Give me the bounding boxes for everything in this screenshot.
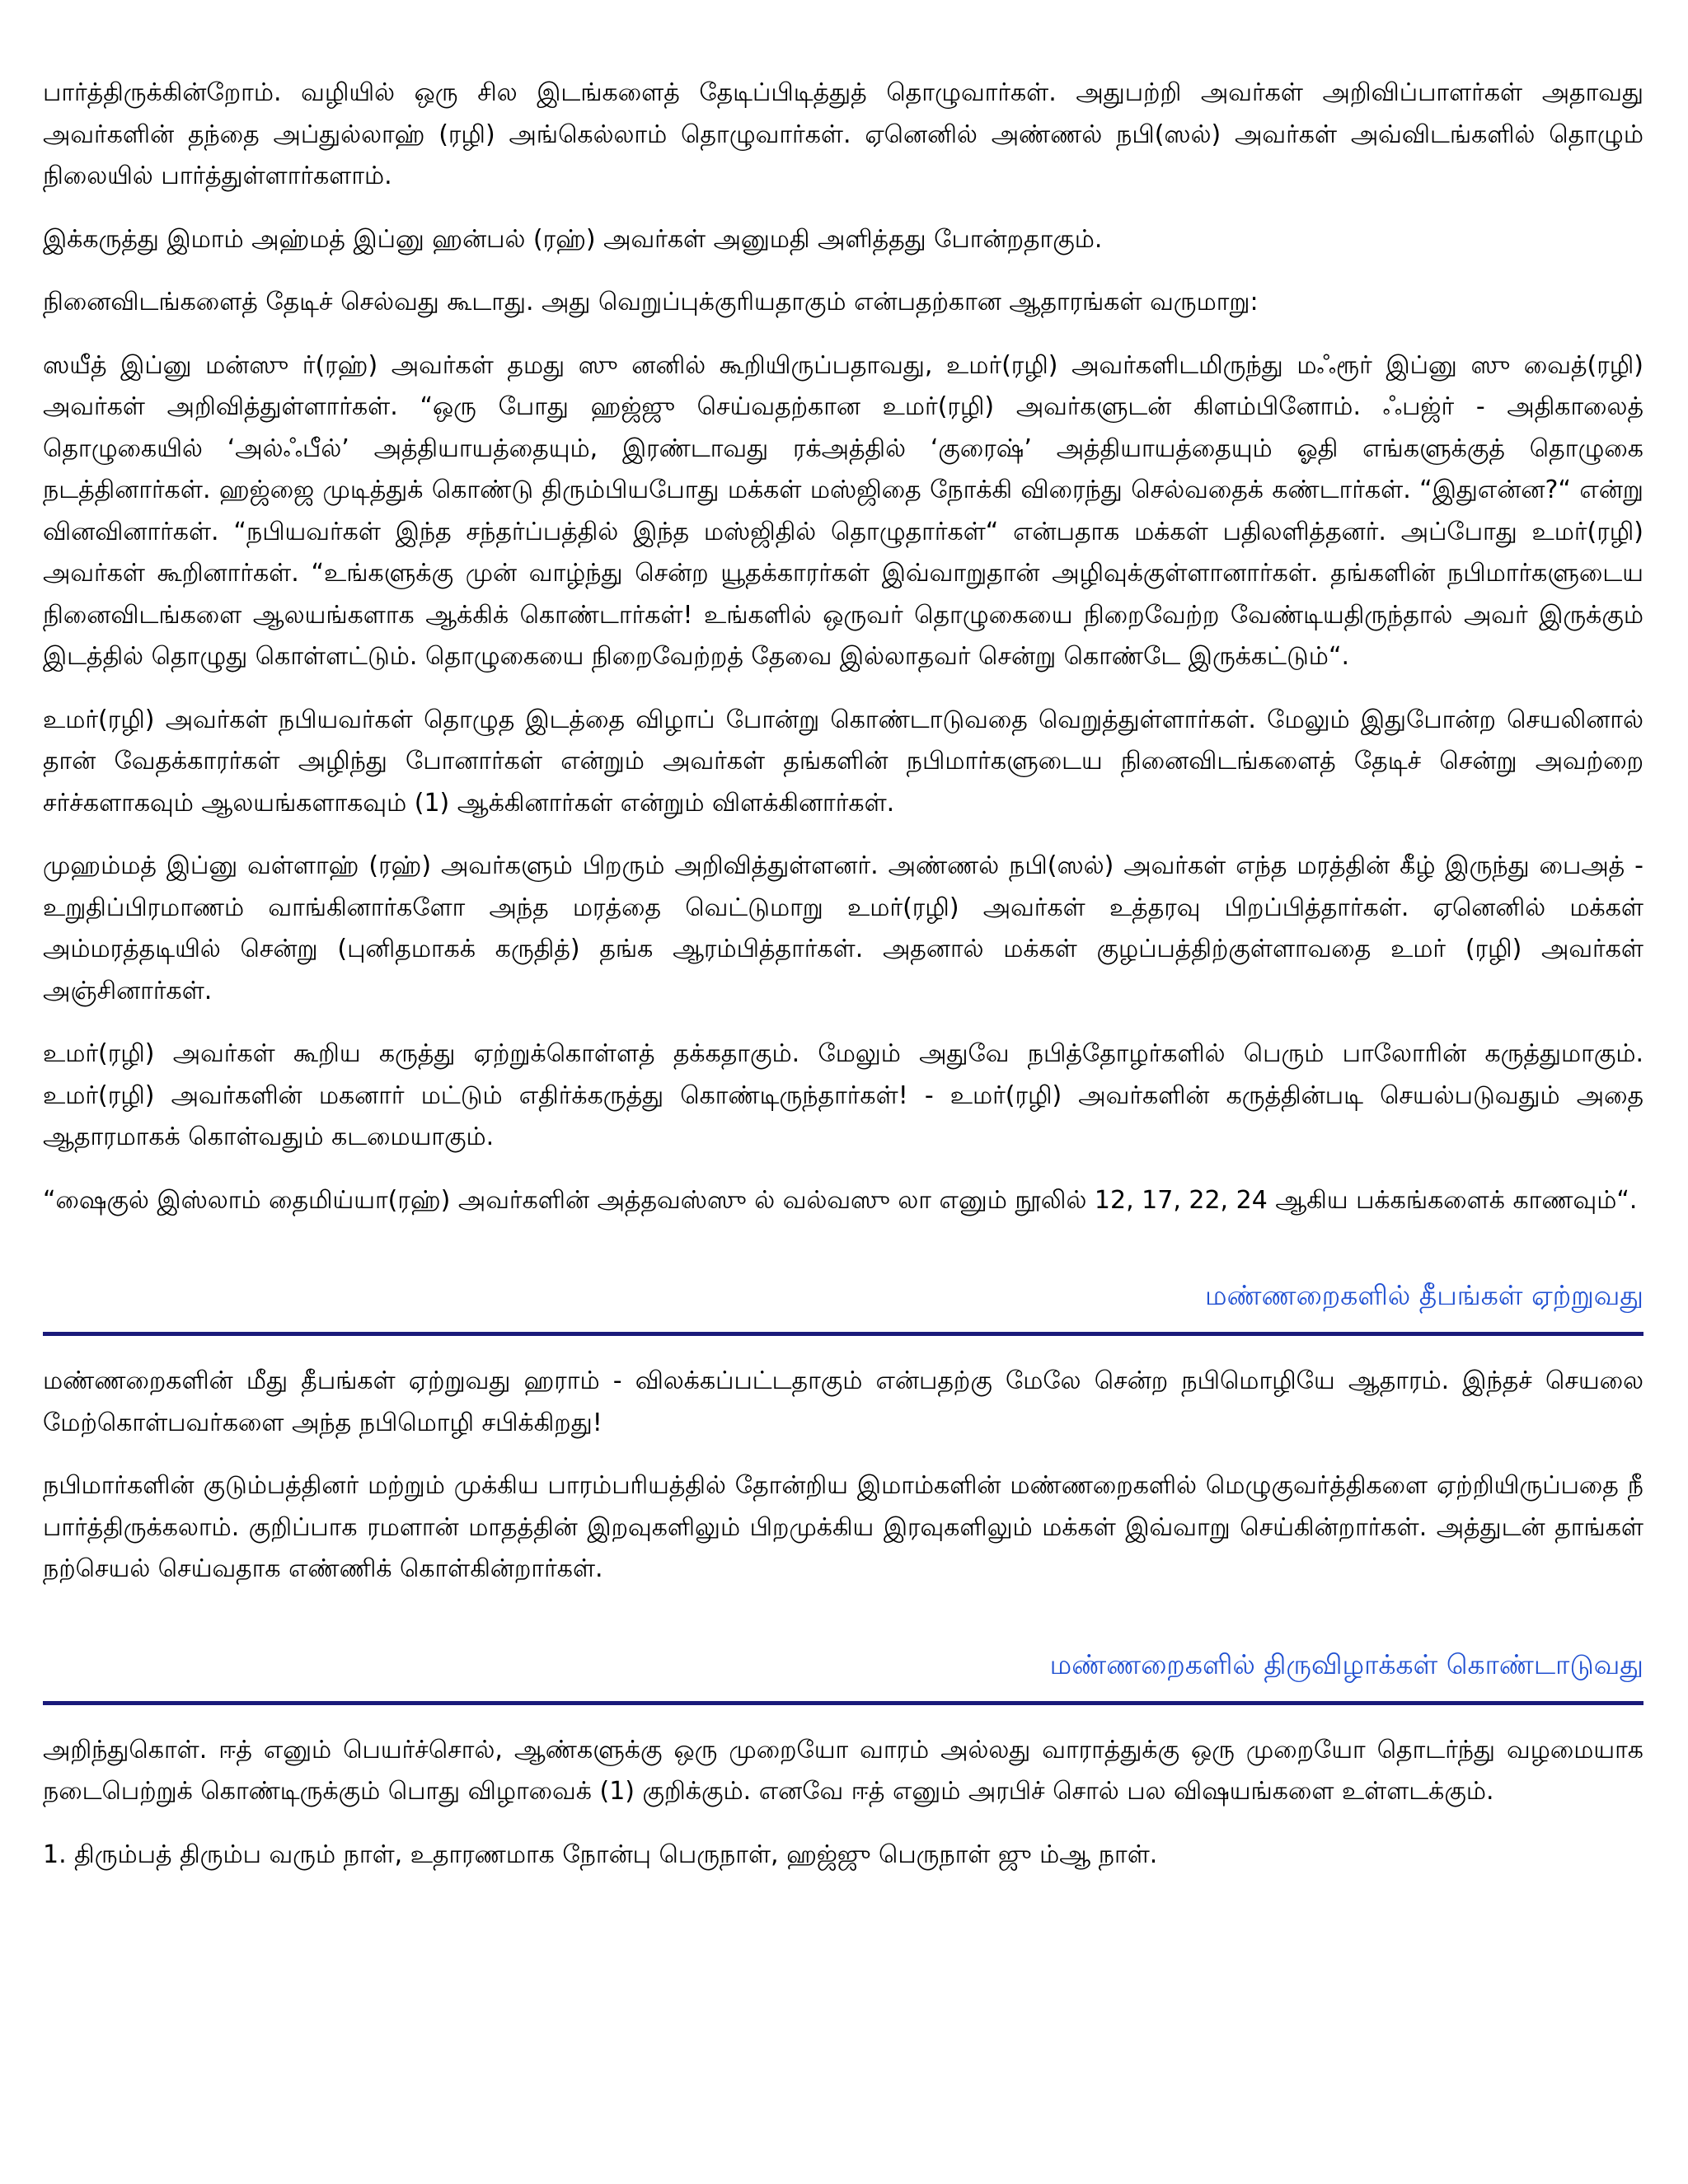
section-heading-lamps: மண்ணறைகளில் தீபங்கள் ஏற்றுவது (43, 1271, 1643, 1336)
paragraph: அறிந்துகொள். ஈத் எனும் பெயர்ச்சொல், ஆண்களுக்கு ஒரு முறையோ வாரம் அல்லது வாராத்துக்கு ஒரு முறையோ தொடர்ந்து வழமையாக நடைபெற்றுக் கொண்டிருக்கும் பொது விழாவைக் (1) குறிக்கும். எனவே ஈத் எனும் அரபிச் சொல் பல விஷயங்களை உள்ளடக்கும். (43, 1735, 1643, 1806)
paragraph: நபிமார்களின் குடும்பத்தினர் மற்றும் முக்கிய பாரம்பரியத்தில் தோன்றிய இமாம்களின் மண்ணறைகளில் மெழுகுவர்த்திகளை ஏற்றியிருப்பதை நீ பார்த்திருக்கலாம். குறிப்பாக ரமளான் மாதத்தின் இறவுகளிலும் பிறமுக்கிய இரவுகளிலும் மக்கள் இவ்வாறு செய்கின்றார்கள். அத்துடன் தாங்கள் நற்செயல் செய்வதாக எண்ணிக் கொள்கின்றார்கள். (43, 1471, 1643, 1583)
paragraph: மண்ணறைகளின் மீது தீபங்கள் ஏற்றுவது ஹராம் - விலக்கப்பட்டதாகும் என்பதற்கு மேலே சென்ற நபிமொழியே ஆதாரம். இந்தச் செயலை மேற்கொள்பவர்களை அந்த நபிமொழி சபிக்கிறது! (43, 1366, 1643, 1437)
paragraph: உமர்(ரழி) அவர்கள் நபியவர்கள் தொழுத இடத்தை விழாப் போன்று கொண்டாடுவதை வெறுத்துள்ளார்கள். மேலும் இதுபோன்ற செயலினால் தான் வேதக்காரர்கள் அழிந்து போனார்கள் என்றும் அவர்கள் தங்களின் நபிமார்களுடைய நினைவிடங்களைத் தேடிச் சென்று அவற்றை சர்ச்களாகவும் ஆலயங்களாகவும் (1) ஆக்கினார்கள் என்றும் விளக்கினார்கள். (43, 705, 1643, 818)
paragraph: பார்த்திருக்கின்றோம். வழியில் ஒரு சில இடங்களைத் தேடிப்பிடித்துத் தொழுவார்கள். அதுபற்றி அவர்கள் அறிவிப்பாளர்கள் அதாவது அவர்களின் தந்தை அப்துல்லாஹ் (ரழி) அங்கெல்லாம் தொழுவார்கள். ஏனெனில் அண்ணல் நபி(ஸல்) அவர்கள் அவ்விடங்களில் தொழும் நிலையில் பார்த்துள்ளார்களாம். (43, 78, 1643, 190)
paragraph: நினைவிடங்களைத் தேடிச் செல்வது கூடாது. அது வெறுப்புக்குரியதாகும் என்பதற்கான ஆதாரங்கள் வருமாறு: (43, 288, 1259, 316)
paragraph: உமர்(ரழி) அவர்கள் கூறிய கருத்து ஏற்றுக்கொள்ளத் தக்கதாகும். மேலும் அதுவே நபித்தோழர்களில் பெரும் பாலோரின் கருத்துமாகும். உமர்(ரழி) அவர்களின் மகனார் மட்டும் எதிர்க்கருத்து கொண்டிருந்தார்கள்! - உமர்(ரழி) அவர்களின் கருத்தின்படி செயல்படுவதும் அதை ஆதாரமாகக் கொள்வதும் கடமையாகும். (43, 1039, 1643, 1151)
section-heading-festivals: மண்ணறைகளில் திருவிழாக்கள் கொண்டாடுவது (43, 1640, 1643, 1705)
document-page (43, 73, 1643, 1897)
paragraph: இக்கருத்து இமாம் அஹ்மத் இப்னு ஹன்பல் (ரஹ்) அவர்கள் அனுமதி அளித்தது போன்றதாகும். (43, 224, 1103, 254)
paragraph: முஹம்மத் இப்னு வள்ளாஹ் (ரஹ்) அவர்களும் பிறரும் அறிவித்துள்ளனர். அண்ணல் நபி(ஸல்) அவர்கள் எந்த மரத்தின் கீழ் இருந்து பைஅத் - உறுதிப்பிரமாணம் வாங்கினார்களோ அந்த மரத்தை வெட்டுமாறு உமர்(ரழி) அவர்கள் உத்தரவு பிறப்பித்தார்கள். ஏனெனில் மக்கள் அம்மரத்தடியில் சென்று (புனிதமாகக் கருதித்) தங்க ஆரம்பித்தார்கள். அதனால் மக்கள் குழப்பத்திற்குள்ளாவதை உமர் (ரழி) அவர்கள் அஞ்சினார்கள். (43, 851, 1643, 1005)
list-item: 1. திரும்பத் திரும்ப வரும் நாள், உதாரணமாக நோன்பு பெருநாள், ஹஜ்ஜு பெருநாள் ஜு ம்ஆ நாள். (43, 1840, 1158, 1869)
paragraph: ஸயீத் இப்னு மன்ஸு ர்(ரஹ்) அவர்கள் தமது ஸு னனில் கூறியிருப்பதாவது, உமர்(ரழி) அவர்களிடமிருந்து மஃரூர் இப்னு ஸு வைத்(ரழி) அவர்கள் அறிவித்துள்ளார்கள். “ஒரு போது ஹஜ்ஜு செய்வதற்கான உமர்(ரழி) அவர்களுடன் கிளம்பினோம். ஃபஜ்ர் - அதிகாலைத் தொழுகையில் ‘அல்ஃபீல்’ அத்தியாயத்தையும், இரண்டாவது ரக்அத்தில் ‘குரைஷ்’ அத்தியாயத்தையும் ஓதி எங்களுக்குத் தொழுகை நடத்தினார்கள். ஹஜ்ஜை முடித்துக் கொண்டு திரும்பியபோது மக்கள் மஸ்ஜிதை நோக்கி விரைந்து செல்வதைக் கண்டார்கள். “இதுஎன்ன?“ என்று வினவினார்கள். “நபியவர்கள் இந்த சந்தர்ப்பத்தில் இந்த மஸ்ஜிதில் தொழுதார்கள்“ என்பதாக மக்கள் பதிலளித்தனர். அப்போது உமர்(ரழி) அவர்கள் கூறினார்கள். “உங்களுக்கு முன் வாழ்ந்து சென்ற யூதக்காரர்கள் இவ்வாறுதான் அழிவுக்குள்ளானார்கள். தங்களின் நபிமார்களுடைய நினைவிடங்களை ஆலயங்களாக ஆக்கிக் கொண்டார்கள்! உங்களில் ஒருவர் தொழுகையை நிறைவேற்ற வேண்டியதிருந்தால் அவர் இருக்கும் இடத்தில் தொழுது கொள்ளட்டும். தொழுகையை நிறைவேற்றத் தேவை இல்லாதவர் சென்று கொண்டே இருக்கட்டும்“. (43, 350, 1643, 671)
paragraph: “ஷைகுல் இஸ்லாம் தைமிய்யா(ரஹ்) அவர்களின் அத்தவஸ்ஸு ல் வல்வஸு லா எனும் நூலில் 12, 17, 22, 24 ஆகிய பக்கங்களைக் காணவும்“. (43, 1185, 1638, 1215)
